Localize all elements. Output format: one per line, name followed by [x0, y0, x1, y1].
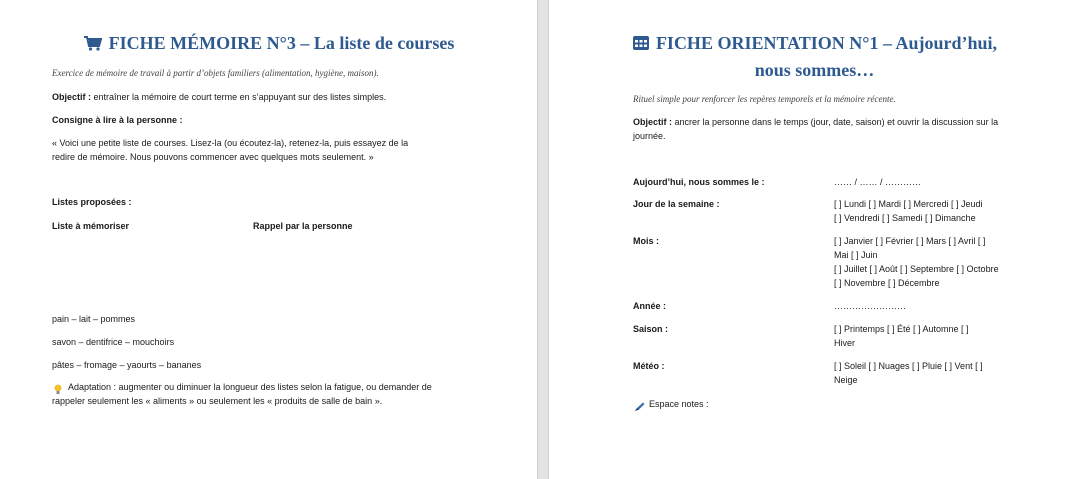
- row-label-date: Aujourd’hui, nous sommes le :: [633, 177, 765, 187]
- weather-options-line: [ ] Soleil [ ] Nuages [ ] Pluie [ ] Vent [ ]: [834, 361, 983, 371]
- page-title-right: [549, 29, 1080, 57]
- notes-label: Espace notes :: [649, 399, 709, 409]
- title-text: FICHE ORIENTATION N°1 – Aujourd’hui,: [655, 33, 998, 53]
- page-title-left: [0, 29, 537, 57]
- list-item: pâtes – fromage – yaourts – bananes: [52, 360, 202, 370]
- row-value-weather: [834, 359, 1034, 387]
- season-options-line: [ ] Printemps [ ] Été [ ] Automne [ ]: [834, 324, 969, 334]
- weekday-options-line: [ ] Vendredi [ ] Samedi [ ] Dimanche: [834, 213, 976, 223]
- row-value-month: [834, 234, 1034, 290]
- month-options-line: Mai [ ] Juin: [834, 250, 878, 260]
- title-text: FICHE MÉMOIRE N°3 – La liste de courses: [108, 33, 455, 53]
- shopping-cart-icon: [83, 35, 103, 51]
- row-label-year: Année :: [633, 301, 667, 311]
- adaptation-line-1: Adaptation : augmenter ou diminuer la longueur des listes selon la fatigue, ou demander de: [68, 382, 432, 392]
- instruction-label: Consigne à lire à la personne :: [52, 115, 183, 125]
- month-options-line: [ ] Juillet [ ] Août [ ] Septembre [ ] Octobre: [834, 264, 999, 274]
- list-item: pain – lait – pommes: [52, 314, 136, 324]
- document-page-left: [0, 0, 537, 479]
- objective-label: Objectif :: [52, 92, 92, 102]
- weather-options-line: Neige: [834, 375, 858, 385]
- row-label-weekday: Jour de la semaine :: [633, 199, 720, 209]
- objective-text: entraîner la mémoire de court terme en s’appuyant sur des listes simples.: [91, 92, 387, 102]
- row-value-date: [834, 175, 1034, 189]
- column-header-recall: Rappel par la personne: [253, 221, 353, 231]
- year-blank: ……………………: [834, 301, 906, 311]
- row-value-year: [834, 299, 1034, 313]
- list-item: savon – dentifrice – mouchoirs: [52, 337, 175, 347]
- row-label-month: Mois :: [633, 236, 659, 246]
- pen-icon: [634, 399, 645, 417]
- month-options-line: [ ] Janvier [ ] Février [ ] Mars [ ] Avril [ ]: [834, 236, 986, 246]
- page-separator: [537, 0, 549, 479]
- month-options-line: [ ] Novembre [ ] Décembre: [834, 278, 940, 288]
- row-label-season: Saison :: [633, 324, 669, 334]
- objective: [633, 115, 998, 129]
- instruction-line-1: « Voici une petite liste de courses. Lisez-la (ou écoutez-la), retenez-la, puis essayez de la: [52, 138, 409, 148]
- row-label-weather: Météo :: [633, 361, 665, 371]
- row-value-season: [834, 322, 1034, 350]
- title-line-2: nous sommes…: [754, 60, 875, 80]
- objective-text: ancrer la personne dans le temps (jour, date, saison) et ouvrir la discussion sur la: [672, 117, 999, 127]
- season-options-line: Hiver: [834, 338, 856, 348]
- column-header-list: Liste à mémoriser: [52, 221, 130, 231]
- calendar-icon: [632, 34, 650, 51]
- lists-label: Listes proposées :: [52, 197, 132, 207]
- subtitle: Rituel simple pour renforcer les repères temporels et la mémoire récente.: [633, 94, 896, 104]
- document-page-right: [549, 0, 1080, 479]
- objective-label: Objectif :: [633, 117, 673, 127]
- instruction-line-2: redire de mémoire. Nous pouvons commencer avec quelques mots seulement. »: [52, 152, 374, 162]
- weekday-options-line: [ ] Lundi [ ] Mardi [ ] Mercredi [ ] Jeudi: [834, 199, 983, 209]
- row-value-weekday: [834, 197, 1034, 225]
- date-blank: …… / …… / …………: [834, 177, 922, 187]
- objective-line-2: journée.: [633, 131, 666, 141]
- objective: [52, 90, 386, 104]
- subtitle: Exercice de mémoire de travail à partir d’objets familiers (alimentation, hygiène, maison).: [52, 68, 379, 78]
- adaptation-line-2: rappeler seulement les « aliments » ou seulement les « produits de salle de bain ».: [52, 396, 383, 406]
